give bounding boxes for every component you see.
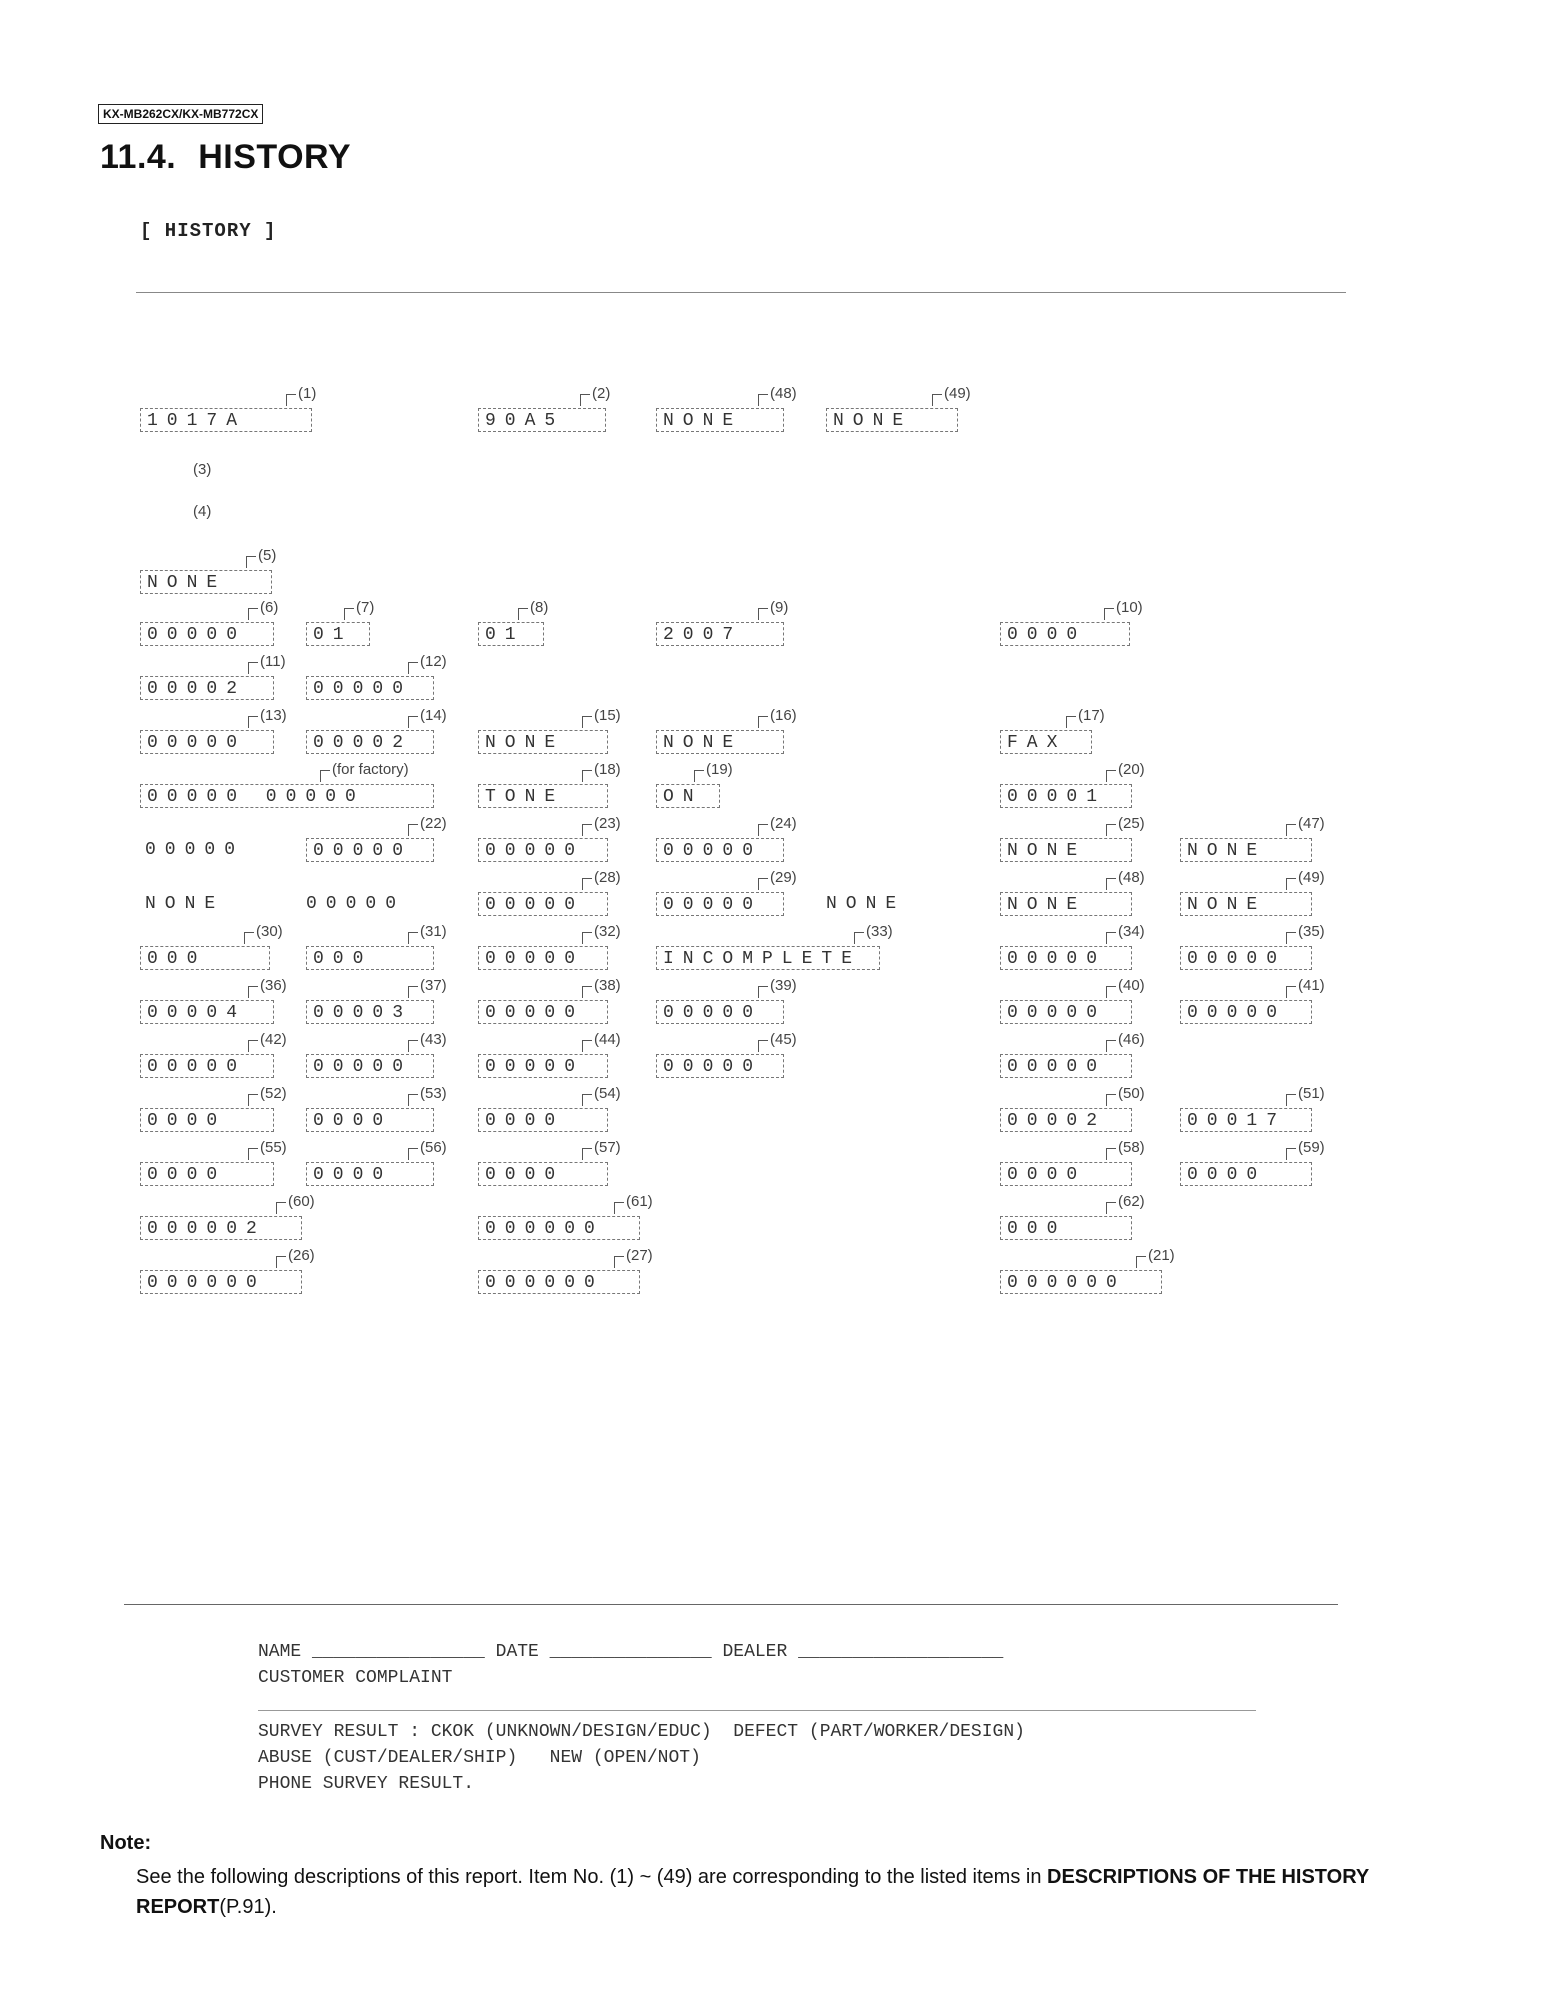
form-survey-result: SURVEY RESULT : CKOK (UNKNOWN/DESIGN/EDUC) DEFECT (PART/WORKER/DESIGN)	[258, 1722, 1025, 1742]
report-field-f24: 00000	[656, 838, 784, 862]
report-field-f15: NONE	[478, 730, 608, 754]
report-field-p3: 00000	[306, 894, 406, 914]
item-label-f30: (30)	[244, 924, 283, 940]
report-field-f30: 000	[140, 946, 270, 970]
report-top-rule	[136, 292, 1346, 293]
form-top-rule	[124, 1604, 1338, 1605]
report-field-f29: 00000	[656, 892, 784, 916]
item-label-f40: (40)	[1106, 978, 1145, 994]
section-number: 11.4.	[100, 138, 177, 176]
item-label-f23: (23)	[582, 816, 621, 832]
report-field-f26: 000000	[140, 1270, 302, 1294]
report-field-p4: NONE	[826, 894, 906, 914]
report-field-f23: 00000	[478, 838, 608, 862]
note-text	[136, 1862, 1416, 1922]
form-customer-complaint: CUSTOMER COMPLAINT	[258, 1668, 453, 1688]
item-label-f43: (43)	[408, 1032, 447, 1048]
item-label-f48b: (48)	[1106, 870, 1145, 886]
report-field-f48b: NONE	[1000, 892, 1132, 916]
item-label-3: (3)	[193, 461, 212, 478]
item-label-4: (4)	[193, 503, 212, 520]
item-label-f6: (6)	[248, 600, 278, 616]
item-label-f28: (28)	[582, 870, 621, 886]
item-label-f10: (10)	[1104, 600, 1143, 616]
note-page-ref: (P.91).	[219, 1896, 277, 1918]
report-field-f45: 00000	[656, 1054, 784, 1078]
report-field-f44: 00000	[478, 1054, 608, 1078]
report-field-f22: 00000	[306, 838, 434, 862]
report-field-f49b: NONE	[1180, 892, 1312, 916]
form-mid-rule	[258, 1710, 1256, 1711]
item-label-f15: (15)	[582, 708, 621, 724]
item-label-f41: (41)	[1286, 978, 1325, 994]
report-field-f52: 0000	[140, 1108, 274, 1132]
report-field-ffact: 00000 00000	[140, 784, 434, 808]
report-field-f58: 0000	[1000, 1162, 1132, 1186]
item-label-f19: (19)	[694, 762, 733, 778]
item-label-f60: (60)	[276, 1194, 315, 1210]
descriptions-reference: DESCRIPTIONS OF THE HISTORY REPORT	[136, 1866, 1369, 1918]
item-label-f22: (22)	[408, 816, 447, 832]
section-title-text: HISTORY	[198, 138, 351, 176]
report-field-f37: 00003	[306, 1000, 434, 1024]
item-label-f29: (29)	[758, 870, 797, 886]
report-field-f14: 00002	[306, 730, 434, 754]
item-label-f2: (2)	[580, 386, 610, 402]
item-label-f49b: (49)	[1286, 870, 1325, 886]
item-label-f37: (37)	[408, 978, 447, 994]
item-label-f11: (11)	[248, 654, 286, 670]
item-label-f47: (47)	[1286, 816, 1325, 832]
report-field-f5: NONE	[140, 570, 272, 594]
report-field-f41: 00000	[1180, 1000, 1312, 1024]
item-label-f20: (20)	[1106, 762, 1145, 778]
item-label-f8: (8)	[518, 600, 548, 616]
report-field-f50: 00002	[1000, 1108, 1132, 1132]
report-field-f32: 00000	[478, 946, 608, 970]
item-label-f12: (12)	[408, 654, 447, 670]
report-field-f2: 90A5	[478, 408, 606, 432]
report-field-p2: NONE	[145, 894, 225, 914]
report-field-f55: 0000	[140, 1162, 274, 1186]
item-label-f17: (17)	[1066, 708, 1105, 724]
report-field-f12: 00000	[306, 676, 434, 700]
report-field-f49a: NONE	[826, 408, 958, 432]
report-field-f48a: NONE	[656, 408, 784, 432]
report-field-f19: ON	[656, 784, 720, 808]
item-label-f61: (61)	[614, 1194, 653, 1210]
item-label-f32: (32)	[582, 924, 621, 940]
item-label-f1: (1)	[286, 386, 316, 402]
report-field-f62: 000	[1000, 1216, 1132, 1240]
item-label-f26: (26)	[276, 1248, 315, 1264]
report-field-f13: 00000	[140, 730, 274, 754]
report-field-f38: 00000	[478, 1000, 608, 1024]
report-field-f18: TONE	[478, 784, 608, 808]
form-abuse-new: ABUSE (CUST/DEALER/SHIP) NEW (OPEN/NOT)	[258, 1748, 701, 1768]
item-label-f48a: (48)	[758, 386, 797, 402]
item-label-f62: (62)	[1106, 1194, 1145, 1210]
item-label-f56: (56)	[408, 1140, 447, 1156]
item-label-f51: (51)	[1286, 1086, 1325, 1102]
item-label-f50: (50)	[1106, 1086, 1145, 1102]
item-label-f38: (38)	[582, 978, 621, 994]
item-label-f58: (58)	[1106, 1140, 1145, 1156]
report-field-f43: 00000	[306, 1054, 434, 1078]
item-label-f45: (45)	[758, 1032, 797, 1048]
item-label-f34: (34)	[1106, 924, 1145, 940]
report-field-f33: INCOMPLETE	[656, 946, 880, 970]
item-label-f46: (46)	[1106, 1032, 1145, 1048]
report-field-f16: NONE	[656, 730, 784, 754]
item-label-f44: (44)	[582, 1032, 621, 1048]
note-label: Note:	[100, 1832, 152, 1854]
report-field-f21: 000000	[1000, 1270, 1162, 1294]
report-field-f39: 00000	[656, 1000, 784, 1024]
report-field-f60: 000002	[140, 1216, 302, 1240]
report-field-f42: 00000	[140, 1054, 274, 1078]
item-label-f24: (24)	[758, 816, 797, 832]
report-field-f17: FAX	[1000, 730, 1092, 754]
item-label-f21: (21)	[1136, 1248, 1175, 1264]
report-field-f54: 0000	[478, 1108, 608, 1132]
report-field-f1: 1017A	[140, 408, 312, 432]
report-heading: [ HISTORY ]	[140, 220, 277, 242]
item-label-f9: (9)	[758, 600, 788, 616]
report-field-f40: 00000	[1000, 1000, 1132, 1024]
report-field-f36: 00004	[140, 1000, 274, 1024]
report-field-f53: 0000	[306, 1108, 434, 1132]
form-phone-survey: PHONE SURVEY RESULT.	[258, 1774, 475, 1794]
report-field-f47: NONE	[1180, 838, 1312, 862]
report-field-f46: 00000	[1000, 1054, 1132, 1078]
report-field-f59: 0000	[1180, 1162, 1312, 1186]
report-field-f10: 0000	[1000, 622, 1130, 646]
report-field-f25: NONE	[1000, 838, 1132, 862]
item-label-f54: (54)	[582, 1086, 621, 1102]
item-label-f53: (53)	[408, 1086, 447, 1102]
report-field-f27: 000000	[478, 1270, 640, 1294]
model-tag: KX-MB262CX/KX-MB772CX	[98, 104, 263, 124]
item-label-f14: (14)	[408, 708, 447, 724]
report-field-f31: 000	[306, 946, 434, 970]
item-label-f49a: (49)	[932, 386, 971, 402]
report-field-f34: 00000	[1000, 946, 1132, 970]
item-label-f52: (52)	[248, 1086, 287, 1102]
item-label-f16: (16)	[758, 708, 797, 724]
item-label-ffact: (for factory)	[320, 762, 409, 778]
report-field-f57: 0000	[478, 1162, 608, 1186]
report-field-f6: 00000	[140, 622, 274, 646]
item-label-f33: (33)	[854, 924, 893, 940]
report-field-f35: 00000	[1180, 946, 1312, 970]
item-label-f7: (7)	[344, 600, 374, 616]
item-label-f31: (31)	[408, 924, 447, 940]
report-field-p1: 00000	[145, 840, 245, 860]
item-label-f55: (55)	[248, 1140, 287, 1156]
item-label-f18: (18)	[582, 762, 621, 778]
item-label-f35: (35)	[1286, 924, 1325, 940]
item-label-f36: (36)	[248, 978, 287, 994]
report-field-f11: 00002	[140, 676, 274, 700]
report-field-f51: 00017	[1180, 1108, 1312, 1132]
report-field-f9: 2007	[656, 622, 784, 646]
item-label-f57: (57)	[582, 1140, 621, 1156]
report-field-f56: 0000	[306, 1162, 434, 1186]
report-field-f61: 000000	[478, 1216, 640, 1240]
item-label-f42: (42)	[248, 1032, 287, 1048]
item-label-f39: (39)	[758, 978, 797, 994]
item-label-f59: (59)	[1286, 1140, 1325, 1156]
report-field-f28: 00000	[478, 892, 608, 916]
item-label-f27: (27)	[614, 1248, 653, 1264]
report-field-f7: 01	[306, 622, 370, 646]
form-name-date-dealer: NAME ________________ DATE _______________ DEALER ___________________	[258, 1642, 1004, 1662]
note-body: See the following descriptions of this report. Item No. (1) ~ (49) are corresponding to the listed items in	[136, 1866, 1047, 1888]
report-field-f20: 00001	[1000, 784, 1132, 808]
item-label-f25: (25)	[1106, 816, 1145, 832]
item-label-f13: (13)	[248, 708, 287, 724]
item-label-f5: (5)	[246, 548, 276, 564]
report-field-f8: 01	[478, 622, 544, 646]
